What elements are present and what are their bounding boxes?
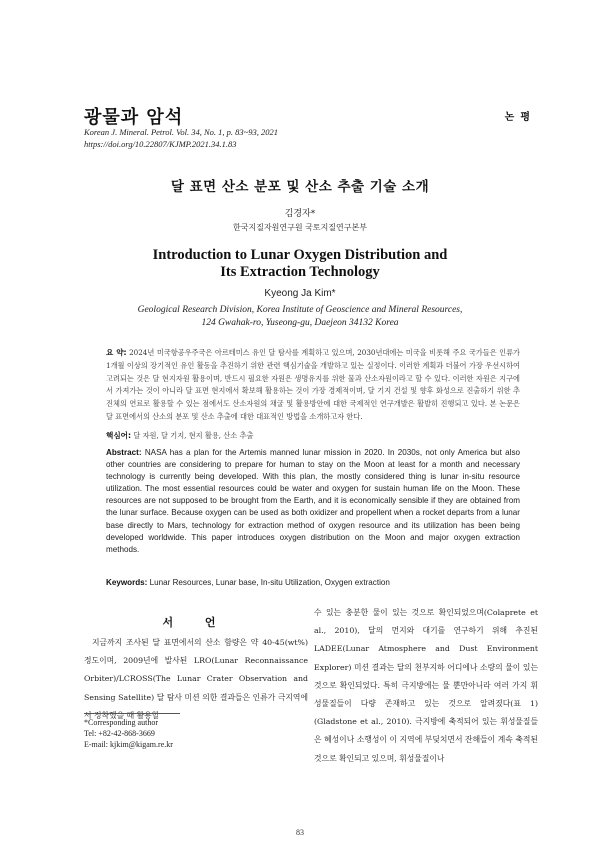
footnote-email[interactable]: E-mail: kjkim@kigam.re.kr xyxy=(84,740,173,749)
title-english-line1: Introduction to Lunar Oxygen Distribution and xyxy=(152,247,448,263)
keywords-english-text: Lunar Resources, Lunar base, In-situ Utilization, Oxygen extraction xyxy=(149,578,390,587)
keywords-korean xyxy=(106,430,520,441)
body-paragraph-left: 지금까지 조사된 달 표면에서의 산소 함량은 약 40-45(wt%) 정도이며, 2009년에 발사된 LRO(Lunar Reconnaissance Orbiter)/LCROSS(The Lunar Crater Observation and Sensing Satellite) 달 탐사 미션 의한 결과들은 인류가 극지역에서 정착했을 때 활용할 xyxy=(84,638,308,720)
author-english: Kyeong Ja Kim* xyxy=(264,288,336,299)
footnote-tel: Tel: +82-42-868-3669 xyxy=(84,729,155,738)
article-type-label: 논평 xyxy=(504,112,536,123)
abstract-english xyxy=(106,447,520,556)
affiliation-english-line1: Geological Research Division, Korea Institute of Geoscience and Mineral Resources, xyxy=(137,305,463,315)
body-column-left xyxy=(84,634,308,725)
journal-title: 광물과 암석 xyxy=(84,107,184,128)
citation-line: Korean J. Mineral. Petrol. Vol. 34, No. 1, p. 83~93, 2021 xyxy=(84,127,279,137)
abstract-korean-text: 2024년 미국항공우주국은 아르테미스 유인 달 탐사를 계획하고 있으며, 2030년대에는 미국을 비롯해 주요 국가들은 인류가 1개월 이상의 장기적인 유인 활동을 추진하기 위한 관련 핵심기술을 개발하고 있는 실정이다. 이러한 계획과 더불어 가장 우선시하여 고려되는 것은 달 현지자원 활용이며, 반드시 필요한 자원은 생명유지를 위한 물과 산소자원이라고 할 수 있다. 이러한 자원은 지구에서 가져가는 것이 아니라 달 표면 현지에서 확보해 활용하는 것이 가장 경제적이며, 달 기지 건설 및 향후 화성으로 진출하기 위한 추진체의 연료로 활용할 수 있는 점에서도 산소자원의 채굴 및 활용방안에 대한 국제적인 연구개발은 활발히 진행되고 있다. 본 논문은 달 표면에서의 산소의 분포 및 산소 추출에 대한 대표적인 방법을 소개하고자 한다. xyxy=(106,348,520,421)
footnote-corresponding: *Corresponding author xyxy=(84,718,158,727)
author-korean: 김경자* xyxy=(284,209,316,219)
title-korean: 달 표면 산소 분포 및 산소 추출 기술 소개 xyxy=(170,179,430,195)
body-column-right xyxy=(314,604,538,768)
keywords-english xyxy=(106,578,520,587)
title-english-line2: Its Extraction Technology xyxy=(220,264,380,280)
abstract-english-label: Abstract: xyxy=(106,448,142,457)
abstract-korean-label: 요 약: xyxy=(106,348,127,357)
keywords-korean-label: 핵심어: xyxy=(106,431,132,440)
affiliation-english-line2: 124 Gwahak-ro, Yuseong-gu, Daejeon 34132 Korea xyxy=(201,318,399,328)
page-number: 83 xyxy=(296,828,304,837)
footnote-divider xyxy=(84,713,180,714)
doi-link[interactable]: https://doi.org/10.22807/KJMP.2021.34.1.83 xyxy=(84,139,237,149)
footnote xyxy=(84,717,173,750)
body-paragraph-right: 수 있는 충분한 물이 있는 것으로 확인되었으며(Colaprete et al., 2010), 달의 먼지와 대기를 연구하기 위해 추진된 LADEE(Lunar Atmosphere and Dust Environment Explorer) 미션 결과는 달의 천부지하 어디에나 소량의 물이 있는 것으로 확인되었다. 특히 극지방에는 물 뿐만아니라 여러 가지 휘성물질들이 다량 존재하고 있는 것으로 알려졌다(표 1) (Gladstone et al., 2010). 극지방에 축적되어 있는 휘성물질들은 혜성이나 소행성이 이 지역에 부딪치면서 잔해들이 계속 축적된 것으로 확인되고 있으며, 휘성물질이나 xyxy=(314,608,538,763)
abstract-korean xyxy=(106,347,520,424)
abstract-english-text: NASA has a plan for the Artemis manned lunar mission in 2020. In 2030s, not only America but also other countries are considering to prepare for human to stay on the Moon at least for a month and necessary technology is currently being developed. With this plan, the mostly considered thing is lunar in-situ resource utilization. The most essential resources could be water and oxygen for sustain human life on the Moon. These resources are not supposed to be brought from the Earth, and it is economically sensible if they are obtained from the lunar surface. Because oxygen can be used as both oxidizer and propellent when a rocket departs from a lunar base directly to Mars, technology for extraction method of oxygen resource and its utilization has been being developed worldwide. This paper introduces oxygen distribution on the Moon and major oxygen extraction methods. xyxy=(106,448,520,554)
section-heading-introduction: 서 언 xyxy=(162,616,230,629)
keywords-korean-text: 달 자원, 달 기지, 현지 활용, 산소 추출 xyxy=(133,431,254,440)
keywords-english-label: Keywords: xyxy=(106,578,148,587)
affiliation-korean: 한국지질자원연구원 국토지질연구본부 xyxy=(233,223,367,232)
